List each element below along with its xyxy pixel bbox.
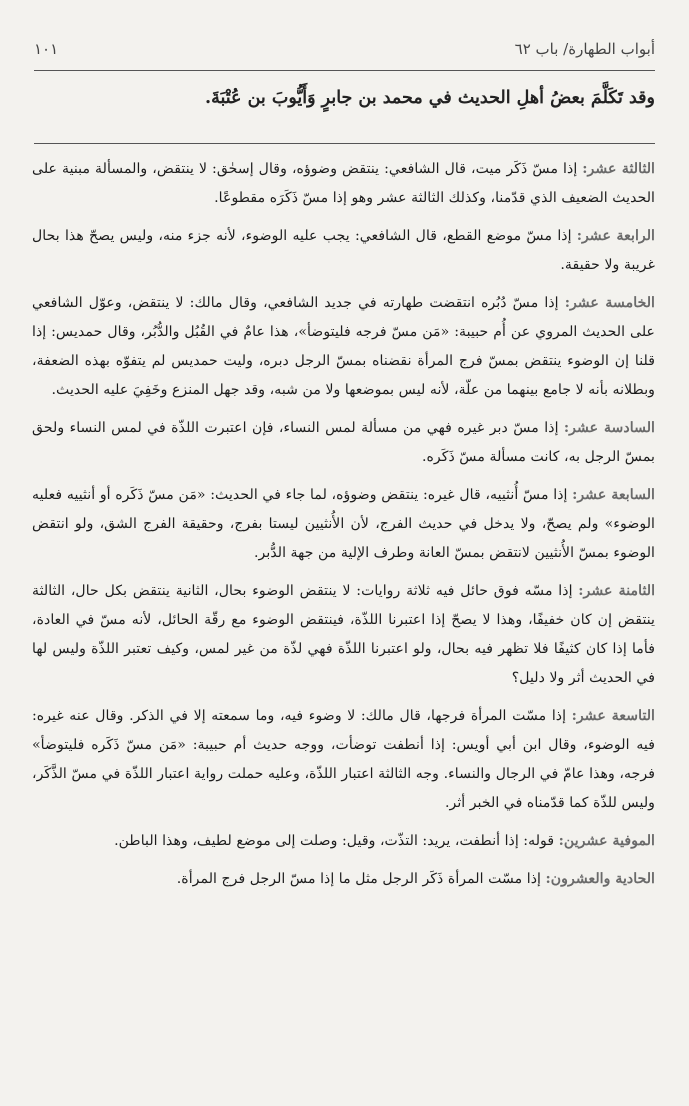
commentary-section xyxy=(32,155,655,903)
paragraph-lead: الرابعة عشر: xyxy=(576,228,655,244)
hadith-text: وقد تَكَلَّمَ بعضُ أهلِ الحديث في محمد بن جابرٍ وَأَيُّوبَ بن عُتْبَةَ. xyxy=(205,88,655,108)
page-number: ١٠١ xyxy=(34,40,59,58)
commentary-paragraph xyxy=(32,481,655,568)
paragraph-text: قوله: إذا أنطفت، يريد: التذّت، وقيل: وصلت إلى موضع لطيف، وهذا الباطن. xyxy=(114,833,559,849)
paragraph-lead: الخامسة عشر: xyxy=(564,295,655,311)
commentary-paragraph xyxy=(32,414,655,472)
commentary-paragraph xyxy=(32,865,655,894)
commentary-paragraph xyxy=(32,222,655,280)
paragraph-text: إذا مسّت المرأة فرجها، قال مالك: لا وضوء فيه، وما سمعته إلا في الذكر. وقال عنه غيره: فيه الوضوء، وقال ابن أبي أويس: إذا أنطفت توضأت، ووجه حديث أم حبيبة: «مَن مسّ ذَكَره فليتوضأ» فرجه، وهذا عامّ في الرجال والنساء. وجه الثالثة اعتبار اللذّة، وعليه حملت رواية اعتبار اللذّة في مسّ الذَّكَر، وليس للذّة كما قدّمناه في الخبر أثر. xyxy=(32,708,655,811)
paragraph-text: إذا مسّت المرأة ذَكَر الرجل مثل ما إذا مسّ الرجل فرج المرأة. xyxy=(176,871,546,887)
paragraph-text: إذا مسّ موضع القطع، قال الشافعي: يجب عليه الوضوء، لأنه جزء منه، وليس يصحّ هذا بحال غريبة ولا حقيقة. xyxy=(32,228,655,273)
paragraph-lead: الموفية عشرين: xyxy=(558,833,655,849)
commentary-paragraph xyxy=(32,827,655,856)
running-title: أبواب الطهارة/ باب ٦٢ xyxy=(514,40,655,58)
commentary-paragraph xyxy=(32,289,655,405)
paragraph-lead: السادسة عشر: xyxy=(563,420,655,436)
commentary-paragraph xyxy=(32,702,655,818)
section-divider xyxy=(34,143,655,144)
paragraph-text: إذا مسّ دبر غيره فهي من مسألة لمس النساء، فإن اعتبرت اللذّة في لمس النساء ولحق بمسّ الرجل به، كانت مسألة مسّ ذَكَره. xyxy=(32,420,655,465)
paragraph-text: إذا مسّ أُنثييه، قال غيره: ينتقض وضوؤه، لما جاء في الحديث: «مَن مسّ ذَكَره أو أنثييه فعليه الوضوء» ولم يصحّ، ولا يدخل في حديث الفرج، لأن الأُنثيين ليستا بفرج، وحقيقة الفرج الشق، ولو انتقض الوضوء بمسّ الأُنثيين لانتقض بمسّ العانة وطرف الإلية من جهة الدُّبر. xyxy=(32,487,655,561)
commentary-paragraph xyxy=(32,155,655,213)
paragraph-text: إذا مسّه فوق حائل فيه ثلاثة روايات: لا ينتقض الوضوء بحال، الثانية ينتقض بكل حال، الثالثة ينتقض إن كان خفيفًا، وهذا لا يصحّ إذا اعتبرنا اللذّة، فينتقض الوضوء مع رقّة الحائل، لأنه مسّ في العادة، فأما إذا كان كثيفًا فلا تظهر فيه بحال، ولو اعتبرنا اللذّة فهي لذّة من غير لمس، وكيف تعتبر اللذّة وليس لها في الحديث أثر ولا دليل؟ xyxy=(32,583,655,686)
paragraph-lead: الثالثة عشر: xyxy=(582,161,655,177)
commentary-paragraph xyxy=(32,577,655,693)
paragraph-lead: الحادية والعشرون: xyxy=(545,871,655,887)
paragraph-lead: الثامنة عشر: xyxy=(578,583,656,599)
page-header xyxy=(34,40,655,58)
header-rule xyxy=(34,70,655,71)
paragraph-text: إذا مسّ ذَكَر ميت، قال الشافعي: ينتقض وضوؤه، وقال إسحٰق: لا ينتقض، والمسألة مبنية على الحديث الضعيف الذي قدّمنا، وكذلك الثالثة عشر وهو إذا مسّ ذَكَرَه مقطوعًا. xyxy=(32,161,655,206)
paragraph-lead: السابعة عشر: xyxy=(572,487,655,503)
paragraph-text: إذا مسّ دُبُره انتقضت طهارته في جديد الشافعي، وقال مالك: لا ينتقض، وعوّل الشافعي على الحديث المروي عن أُم حبيبة: «مَن مسّ فرجه فليتوضأ»، هذا عامٌ في القُبُل والدُّبُر، وقال حمديس: إذا قلنا إن الوضوء ينتقض بمسّ فرج المرأة نقضناه بمسّ الرجل دبره، وليت حمديس لم يتفوّه بهذه الضعفة، وبطلانه بأنه لا جامع بينهما من علّة، لأنه ليس بموضعها ولا من شبه، وقد جهل المنزع وخَفِيَ عليه الحديث. xyxy=(32,295,655,398)
paragraph-lead: التاسعة عشر: xyxy=(571,708,656,724)
